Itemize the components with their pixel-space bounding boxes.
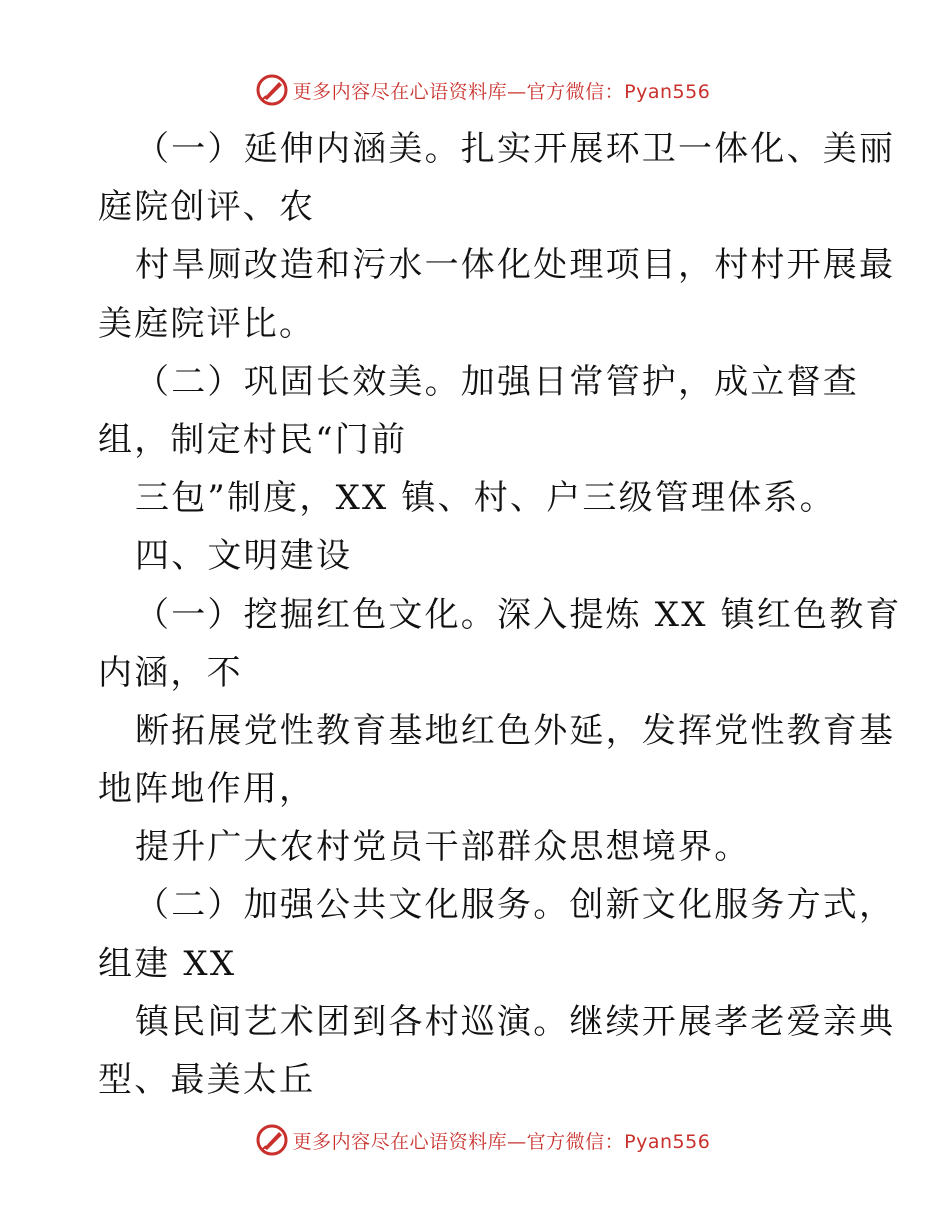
text-line: 三包”制度，XX 镇、村、户三级管理体系。 xyxy=(135,478,836,519)
document-body xyxy=(98,120,902,1109)
text-line: 镇民间艺术团到各村巡演。继续开展孝老爱亲典 xyxy=(135,1001,896,1042)
text-line: 提升广大农村党员干部群众思想境界。 xyxy=(135,827,751,868)
text-line: 美庭院评比。 xyxy=(98,303,316,344)
text-line: 村旱厕改造和污水一体化处理项目，村村开展最 xyxy=(135,245,896,286)
text-line: 内涵，不 xyxy=(98,652,243,693)
text-line: 庭院创评、农 xyxy=(98,187,316,228)
header-watermark xyxy=(0,70,950,110)
text-line: （一）延伸内涵美。扎实开展环卫一体化、美丽 xyxy=(135,129,896,169)
text-line: 四、文明建设 xyxy=(135,536,353,577)
footer-watermark xyxy=(0,1120,950,1160)
watermark-text: 更多内容尽在心语资料库—官方微信：Pyan556 xyxy=(292,1130,711,1153)
text-line: （一）挖掘红色文化。深入提炼 XX 镇红色教育 xyxy=(135,594,902,635)
text-line: 组，制定村民“门前 xyxy=(98,419,408,460)
text-line: （二）巩固长效美。加强日常管护，成立督查 xyxy=(135,361,859,402)
text-line: 型、最美太丘 xyxy=(98,1060,316,1100)
text-line: 地阵地作用， xyxy=(98,769,316,810)
text-line: 组建 XX xyxy=(98,943,237,984)
watermark-text: 更多内容尽在心语资料库—官方微信：Pyan556 xyxy=(292,80,711,103)
quill-seal-icon xyxy=(255,1123,289,1157)
text-line: 断拓展党性教育基地红色外延，发挥党性教育基 xyxy=(135,710,896,751)
text-line: （二）加强公共文化服务。创新文化服务方式， xyxy=(135,885,896,926)
quill-seal-icon xyxy=(255,73,289,107)
